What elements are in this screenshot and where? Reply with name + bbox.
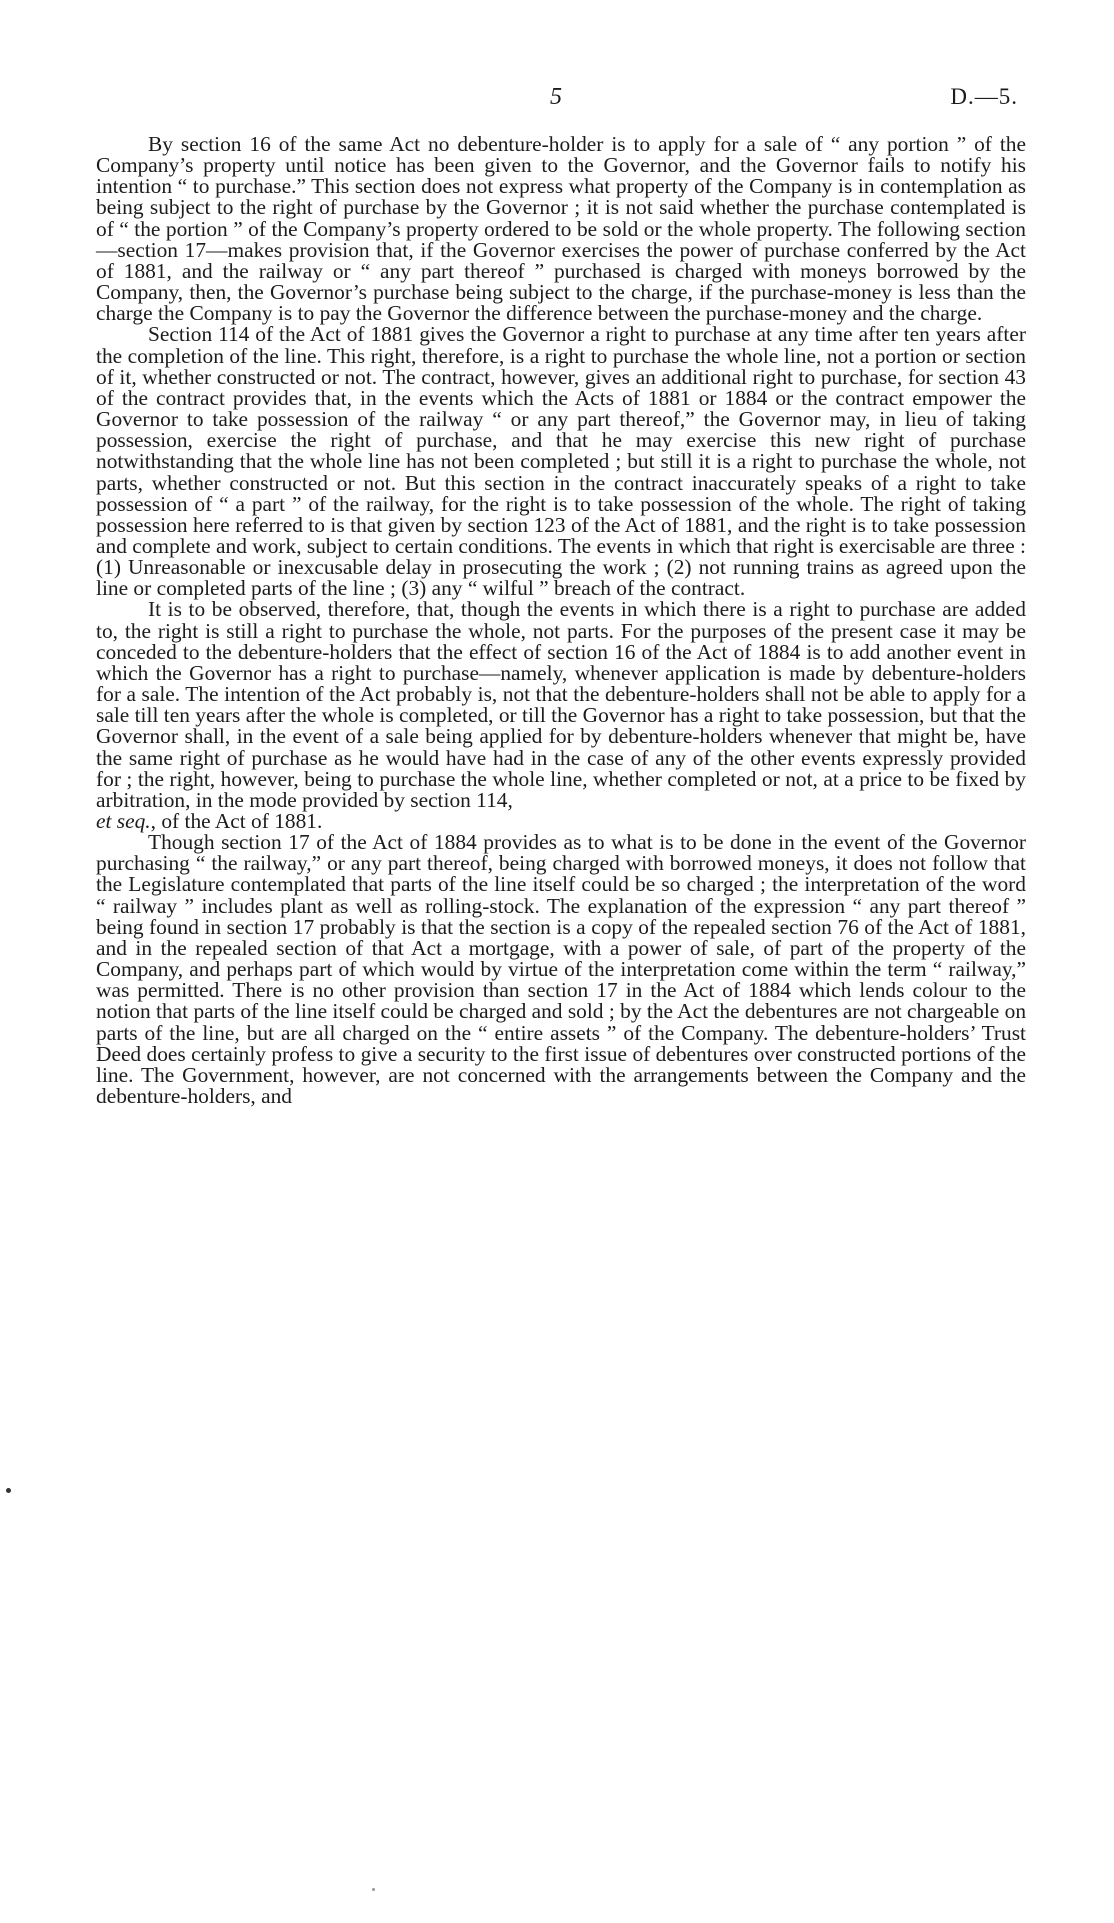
footer-mark — [372, 1888, 375, 1891]
paragraph-purchase-notice: By section 16 of the same Act no debenture-holder is to apply for a sale of “ any portion ” of the Company’s property until notice has been given to the Governor, and the Governor fails to notify his intention “ to purchase.” This section does not express what property of the Company is in contemplation as being subject to the right of purchase by the Governor ; it is not said whether the purchase contemplated is of “ the portion ” of the Company’s property ordered to be sold or the whole property. The following section—section 17—makes provision that, if the Governor exercises the power of purchase conferred by the Act of 1881, and the railway or “ any part thereof ” purchased is charged with moneys borrowed by the Company, then, the Governor’s purchase being subject to the charge, if the purchase-money is less than the charge the Company is to pay the Governor the difference between the purchase-money and the charge. — [96, 132, 1026, 326]
et-seq-italic: et seq. — [96, 809, 151, 833]
margin-mark — [6, 1488, 11, 1493]
paragraph-section-114: Section 114 of the Act of 1881 gives the Governor a right to purchase at any time after ten years after the completion of the line. This right, therefore, is a right to purchase the whole line, not a portion or section of it, whether constructed or not. The contract, however, gives an additional right to purchase, for section 43 of the contract provides that, in the events which the Acts of 1881 or 1884 or the contract empower the Governor to take possession of the railway “ or any part thereof,” the Governor may, in lieu of taking possession, exercise the right of purchase, and that he may exercise this new right of purchase notwithstanding that the whole line has not been completed ; but still it is a right to purchase the whole, not parts, whether constructed or not. But this section in the contract inaccurately speaks of a right to take possession of “ a part ” of the railway, for the right is to take possession of the whole. The right of taking possession here referred to is that given by section 123 of the Act of 1881, and the right is to take possession and complete and work, subject to certain conditions. The events in which that right is exercisable are three : (1) Unreasonable or inexcusable delay in prosecuting the work ; (2) not running trains as agreed upon the line or completed parts of the line ; (3) any “ wilful ” breach of the contract. — [96, 322, 1026, 601]
page-number: 5 — [550, 84, 562, 110]
body-text — [96, 134, 1026, 1107]
page-header — [0, 84, 1114, 114]
document-reference: D.—5. — [950, 84, 1018, 109]
paragraph-section-17: Though section 17 of the Act of 1884 provides as to what is to be done in the event of the Governor purchasing “ the railway,” or any part thereof, being charged with borrowed moneys, it does not follow that the Legislature contemplated that parts of the line itself could be so charged ; the interpretation of the word “ railway ” includes plant as well as rolling-stock. The explanation of the expression “ any part thereof ” being found in section 17 probably is that the section is a copy of the repealed section 76 of the Act of 1881, and in the repealed section of that Act a mortgage, with a power of sale, of part of the property of the Company, and perhaps part of which would by virtue of the interpretation come within the term “ railway,” was permitted. There is no other provision than section 17 in the Act of 1884 which lends colour to the notion that parts of the line itself could be charged and sold ; by the Act the debentures are not chargeable on parts of the line, but are all charged on the “ entire assets ” of the Company. The debenture-holders’ Trust Deed does certainly profess to give a security to the first issue of debentures over constructed portions of the line. The Government, however, are not concerned with the arrangements between the Company and the debenture-holders, and — [96, 830, 1027, 1109]
paragraph-observations-text: It is to be observed, therefore, that, though the events in which there is a right to purchase are added to, the right is still a right to purchase the whole, not parts. For the purposes of the present case it may be conceded to the debenture-holders that the effect of section 16 of the Act of 1884 is to add another event in which the Governor has a right to purchase—namely, whenever application is made by debenture-holders for a sale. The intention of the Act probably is, not that the debenture-holders shall not be able to apply for a sale till ten years after the whole is completed, or till the Governor has a right to take possession, but that the Governor shall, in the event of a sale being applied for by debenture-holders whenever that might be, have the same right of purchase as he would have had in the case of any of the other events expressly provided for ; the right, however, being to purchase the whole line, whether completed or not, at a price to be fixed by arbitration, in the mode provided by section 114, — [96, 597, 1026, 812]
paragraph-observations — [96, 599, 1026, 832]
paragraph-observations-tail: , of the Act of 1881. — [150, 809, 323, 833]
